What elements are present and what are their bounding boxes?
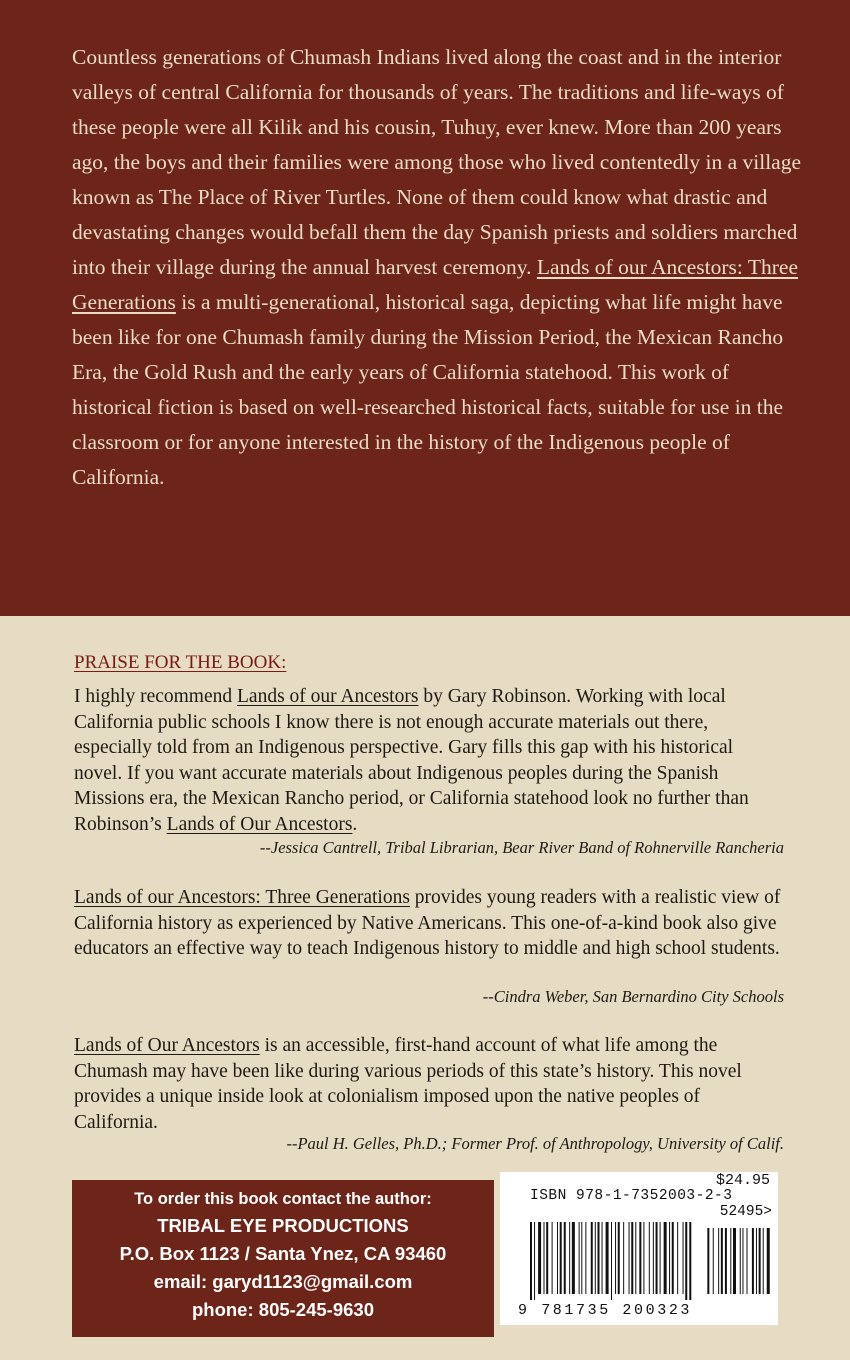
barcode-bar (683, 1222, 684, 1294)
barcode-bar (689, 1222, 691, 1300)
barcode-bar (623, 1222, 624, 1294)
price-addon-code: 52495> (719, 1204, 772, 1220)
isbn-number: ISBN 978-1-7352003-2-3 (530, 1188, 733, 1204)
barcode-addon-bar (718, 1228, 719, 1294)
barcode-bar (534, 1222, 535, 1300)
barcode-bar (581, 1222, 582, 1294)
review-1-text-end: . (352, 813, 358, 835)
contact-email: email: garyd1123@gmail.com (153, 1271, 413, 1292)
review-1-attribution: --Jessica Cantrell, Tribal Librarian, Bear River Band of Rohnerville Rancheria (259, 838, 784, 857)
review-1-text-middle: by Gary Robinson. Working with local California public schools I know there is not enough accurate materials out there, especially told from an Indigenous perspective. Gary fills this gap with his historical novel. If you want accurate materials about Indigenous peoples during the Spanish Missions era, the Mexican Rancho period, or California statehood look no further than Robinson’s (74, 686, 749, 835)
review-3-book-title: Lands of Our Ancestors (74, 1035, 260, 1056)
review-2-book-title: Lands of our Ancestors: Three Generations (74, 887, 410, 908)
barcode-bar (595, 1222, 596, 1294)
barcode-bar (564, 1222, 566, 1294)
review-1-text-start: I highly recommend (74, 686, 237, 707)
contact-box (72, 1180, 494, 1337)
isbn-barcode (500, 1172, 778, 1325)
review-2 (74, 885, 786, 962)
barcode-bar (544, 1222, 545, 1294)
barcode-bar (677, 1222, 678, 1294)
barcode-bar (606, 1222, 609, 1294)
barcode-addon-bar (740, 1228, 741, 1294)
barcode-bar (639, 1222, 641, 1294)
barcode-bar (598, 1222, 600, 1294)
barcode-bar (579, 1222, 580, 1294)
blurb-intro: Countless generations of Chumash Indians lived along the coast and in the interior valleys of central California for thousands of years. The traditions and life-ways of these people were all Kilik and his cousin, Tuhuy, ever knew. More than 200 years ago, the boys and their families were among those who lived contentedly in a village known as The Place of River Turtles. None of them could know what drastic and devastating changes would befall them the day Spanish priests and soldiers marched into their village during the annual harvest ceremony. (72, 45, 802, 279)
barcode-bar (643, 1222, 644, 1294)
barcode-addon-bar (759, 1228, 761, 1294)
barcode-digits: 9 781735 200323 (518, 1302, 693, 1319)
barcode-bar (660, 1222, 661, 1294)
barcode-addon-bar (742, 1228, 743, 1294)
order-instruction: To order this book contact the author: (134, 1190, 432, 1208)
review-3-attribution: --Paul H. Gelles, Ph.D.; Former Prof. of Anthropology, University of Calif. (286, 1134, 784, 1153)
barcode-bar (664, 1222, 667, 1294)
barcode-bar (629, 1222, 630, 1294)
review-3-text: is an accessible, first-hand account of what life among the Chumash may have been like during various periods of this state’s history. This novel provides a unique inside look at colonialism imposed upon the native peoples of California. (74, 1035, 742, 1133)
review-1-book-title-2: Lands of Our Ancestors (166, 813, 353, 835)
contact-phone: phone: 805-245-9630 (191, 1299, 374, 1320)
mailing-address: P.O. Box 1123 / Santa Ynez, CA 93460 (119, 1243, 447, 1264)
review-2-attribution: --Cindra Weber, San Bernardino City Schools (482, 987, 784, 1006)
barcode-bar (552, 1222, 553, 1294)
blurb-book-title: Lands of our Ancestors: Three Generations (72, 255, 799, 314)
review-3 (74, 1033, 786, 1135)
barcode-price: $24.95 (715, 1172, 770, 1189)
barcode-addon-bar (707, 1228, 709, 1294)
barcode-bar (618, 1222, 620, 1294)
barcode-bar (611, 1222, 612, 1300)
barcode-addon-bar (713, 1228, 714, 1294)
publisher-name: TRIBAL EYE PRODUCTIONS (157, 1215, 409, 1236)
barcode-bar (530, 1222, 532, 1300)
barcode-addon-bar (721, 1228, 723, 1294)
blurb-panel (0, 0, 850, 616)
barcode-bar (602, 1222, 603, 1294)
barcode-bar (635, 1222, 636, 1294)
review-2-text: provides young readers with a realistic view of California history as experienced by Native Americans. This one-of-a-kind book also give educators an effective way to teach Indigenous history to middle and high school students. (74, 887, 781, 959)
barcode-addon-bar (756, 1228, 757, 1294)
blurb-summary: is a multi-generational, historical saga, depicting what life might have been like for one Chumash family during the Mission Period, the Mexican Rancho Era, the Gold Rush and the early years of California statehood. This work of historical fiction is based on well-researched historical facts, suitable for use in the classroom or for anyone interested in the history of the Indigenous people of California. (72, 290, 784, 489)
barcode-bar (653, 1222, 654, 1294)
barcode-bar (615, 1222, 616, 1294)
barcode-addon-bar (747, 1228, 748, 1294)
review-1-book-title: Lands of our Ancestors (237, 686, 419, 707)
praise-heading: PRAISE FOR THE BOOK: (74, 652, 287, 673)
barcode-addon-bar (767, 1228, 770, 1294)
barcode-bar (557, 1222, 558, 1294)
barcode-bar (685, 1222, 687, 1300)
barcode-bars (530, 1222, 774, 1300)
barcode-bar (572, 1222, 575, 1294)
barcode-bar (649, 1222, 650, 1294)
barcode-addon-bar (730, 1228, 731, 1294)
review-1 (74, 684, 786, 837)
barcode-addon-bar (752, 1228, 754, 1294)
barcode-bar (560, 1222, 562, 1294)
barcode-bar (546, 1222, 548, 1294)
barcode-bar (591, 1222, 593, 1294)
barcode-bar (631, 1222, 633, 1294)
barcode-bar (669, 1222, 670, 1294)
barcode-bar (585, 1222, 586, 1294)
blurb-text (72, 40, 802, 495)
barcode-addon-bar (725, 1228, 727, 1294)
barcode-bar (672, 1222, 674, 1294)
barcode-bar (538, 1222, 541, 1294)
barcode-bar (569, 1222, 570, 1294)
barcode-addon-bar (763, 1228, 764, 1294)
barcode-addon-bar (733, 1228, 736, 1294)
barcode-bar (656, 1222, 658, 1294)
